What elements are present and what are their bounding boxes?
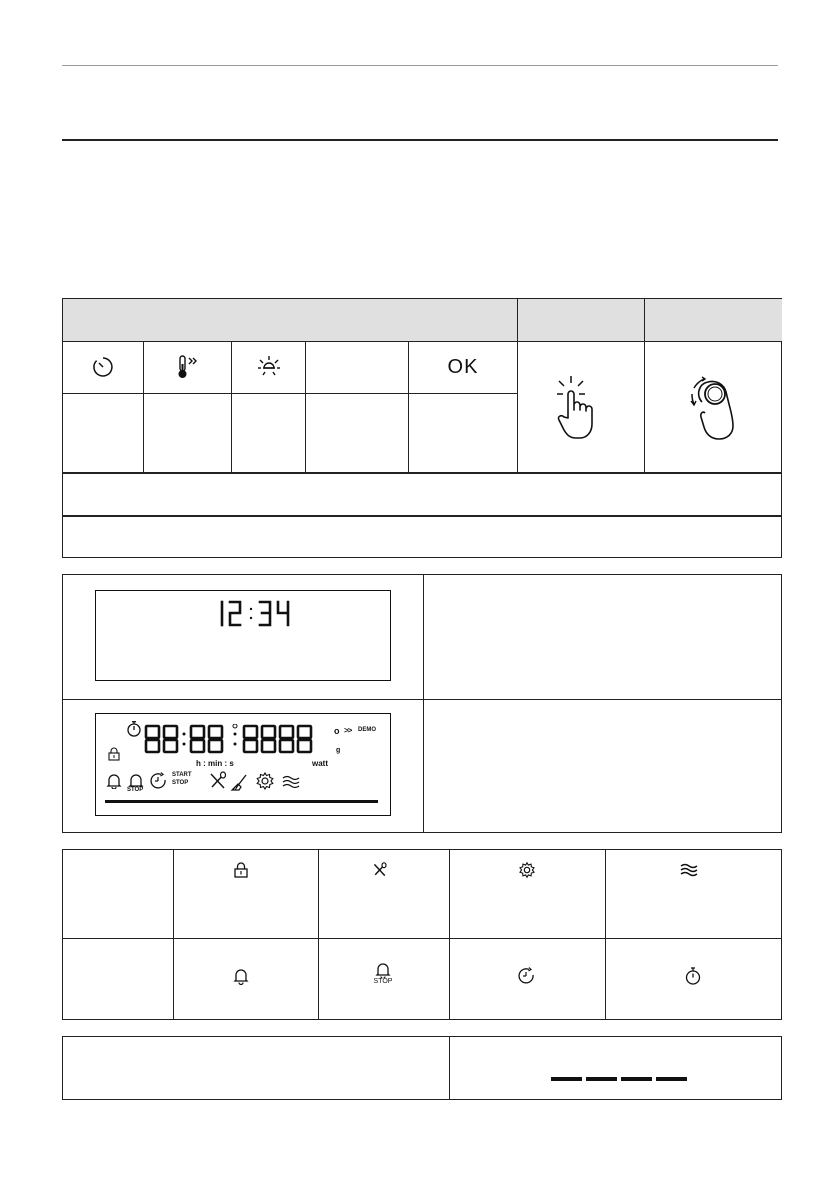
header-cell xyxy=(645,299,782,341)
progress-bar xyxy=(105,800,378,803)
steam-icon xyxy=(281,774,301,790)
rotary-knob-icon xyxy=(645,342,782,472)
lock-icon xyxy=(230,860,252,880)
full-display xyxy=(95,713,391,816)
hms-label: h : min : s xyxy=(196,759,234,768)
stop-label: STOP xyxy=(373,977,393,985)
clock-start-icon xyxy=(150,772,168,790)
header-rule xyxy=(62,65,778,66)
header-cell xyxy=(518,299,644,341)
digit-segments xyxy=(144,724,344,756)
timer-icon[interactable] xyxy=(63,341,143,393)
cutlery-icon xyxy=(208,771,228,791)
dash-indicator xyxy=(551,1077,687,1081)
indicator-table xyxy=(62,849,782,1020)
bell-icon xyxy=(230,964,252,988)
start-label: START xyxy=(172,772,192,778)
g-label: g xyxy=(336,747,341,754)
dash-table xyxy=(62,1036,782,1100)
standby-display xyxy=(95,590,391,681)
steam-icon xyxy=(678,860,700,880)
header-cell xyxy=(63,299,517,341)
fast-heat-icon[interactable] xyxy=(144,341,231,393)
ok-button[interactable]: OK xyxy=(447,355,479,378)
bell-icon xyxy=(106,773,122,789)
control-panel-table xyxy=(62,298,782,558)
watt-label: watt xyxy=(312,759,328,768)
cutlery-icon xyxy=(369,860,391,880)
section-rule xyxy=(62,139,778,141)
cleaning-icon xyxy=(230,772,250,792)
bell-stop-icon xyxy=(369,958,397,988)
arrows-label: >> xyxy=(344,726,352,735)
stop-label: STOP xyxy=(127,787,144,793)
degree-label: o xyxy=(334,726,340,736)
display-table xyxy=(62,574,782,833)
stopwatch-icon xyxy=(127,721,141,737)
blank-button-cell[interactable] xyxy=(306,341,408,393)
stop2-label: STOP xyxy=(172,780,189,786)
finger-touch-icon xyxy=(518,342,644,472)
clock-start-icon xyxy=(516,964,538,988)
stopwatch-icon xyxy=(682,963,704,989)
demo-label: DEMO xyxy=(358,727,376,733)
lock-icon xyxy=(108,747,120,761)
gear-icon xyxy=(516,860,538,880)
gear-icon xyxy=(255,771,275,791)
light-icon[interactable] xyxy=(232,341,305,393)
